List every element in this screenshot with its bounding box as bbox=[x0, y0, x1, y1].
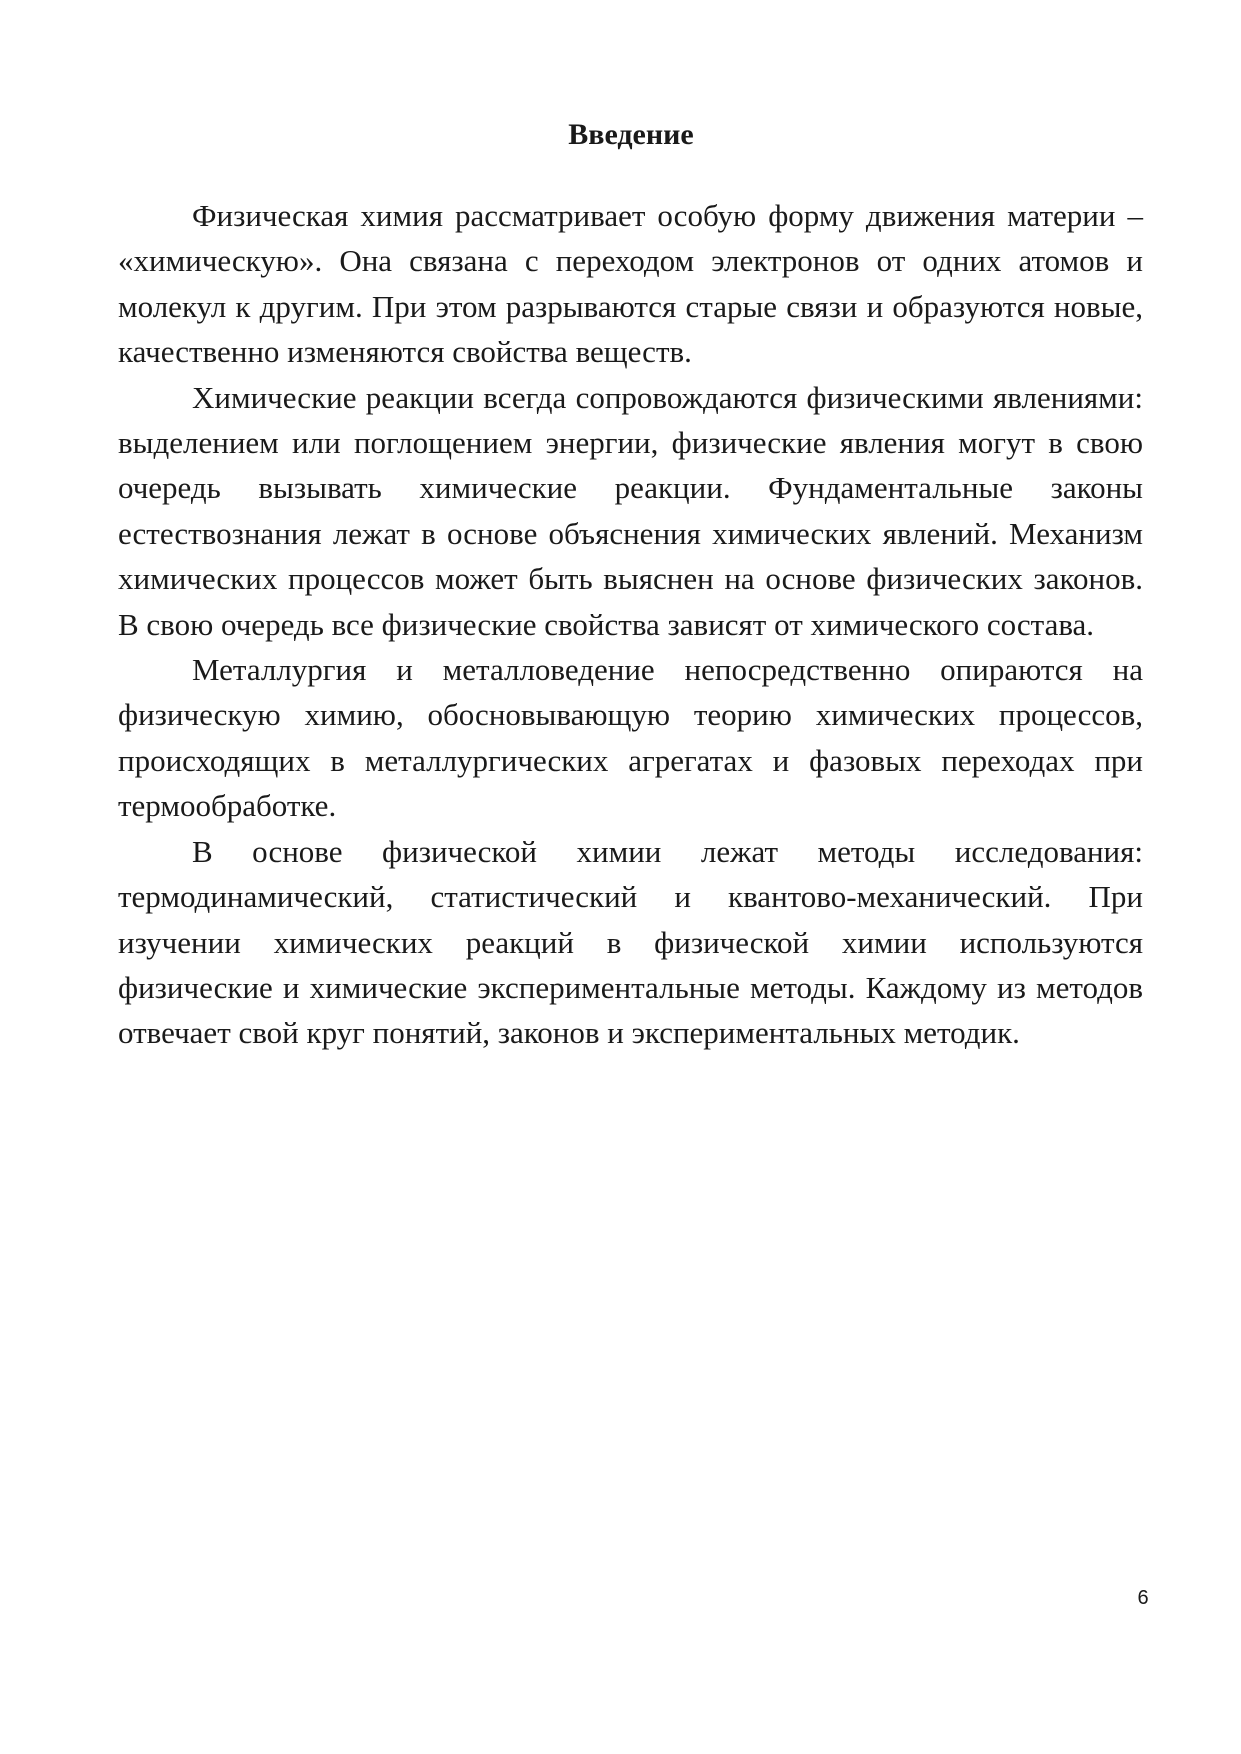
page-title: Введение bbox=[568, 118, 694, 151]
page-number: 6 bbox=[1137, 1587, 1149, 1609]
paragraph-3: Металлургия и металловедение непосредственно опираются на физическую химию, обосновывающую теорию химических процессов, происходящих в металлургических агрегатах и фазовых переходах при термообработке. bbox=[118, 652, 1143, 824]
paragraph-2: Химические реакции всегда сопровождаются физическими явлениями: выделением или поглощением энергии, физические явления могут в свою очередь вызывать химические реакции. Фундаментальные законы естествознания лежат в основе объяснения химических явлений. Механизм химических процессов может быть выяснен на основе физических законов. В свою очередь все физические свойства зависят от химического состава. bbox=[118, 379, 1143, 642]
paragraph-1: Физическая химия рассматривает особую форму движения материи – «химическую». Она связана с переходом электронов от одних атомов и молекул к другим. При этом разрываются старые связи и образуются новые, качественно изменяются свойства веществ. bbox=[118, 198, 1143, 370]
document-body bbox=[118, 193, 1143, 1056]
paragraph-4: В основе физической химии лежат методы исследования: термодинамический, статистический и квантово-механический. При изучении химических реакций в физической химии используются физические и химические экспериментальные методы. Каждому из методов отвечает свой круг понятий, законов и экспериментальных методик. bbox=[118, 833, 1143, 1051]
